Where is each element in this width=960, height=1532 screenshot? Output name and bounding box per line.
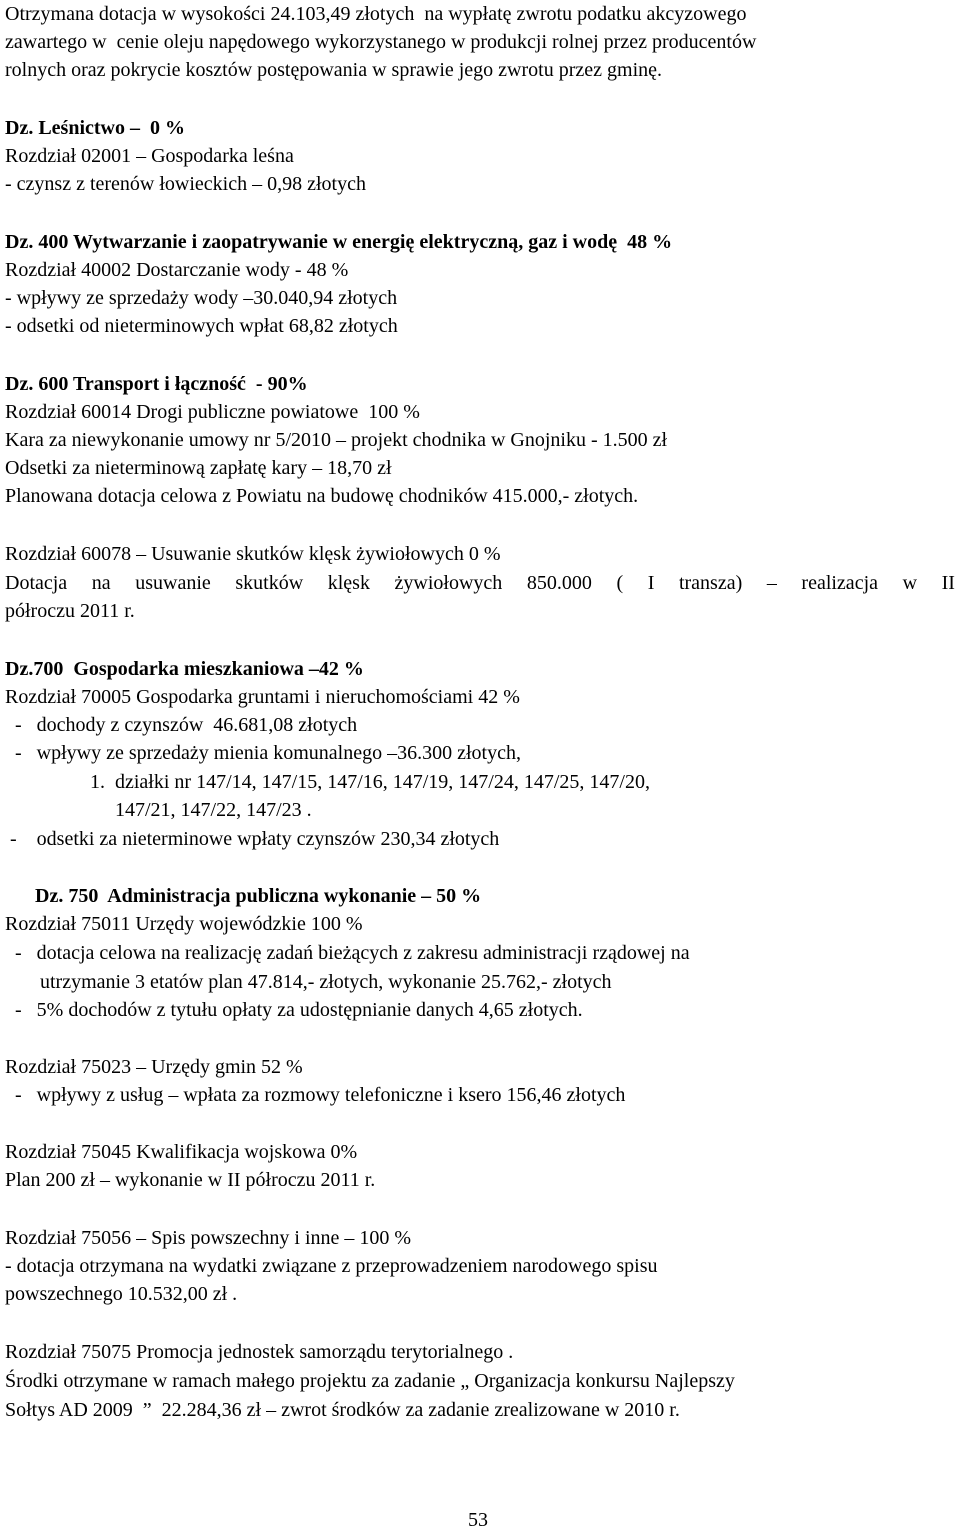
subsection-heading-75075: Rozdział 75075 Promocja jednostek samorządu terytorialnego . [5,1341,514,1363]
list-item: - dochody z czynszów 46.681,08 złotych [5,714,358,736]
section-line: Rozdział 70005 Gospodarka gruntami i nieruchomościami 42 % [5,686,520,708]
list-item: - dotacja celowa na realizację zadań bieżących z zakresu administracji rządowej na [5,942,690,964]
subsection-heading-75056: Rozdział 75056 – Spis powszechny i inne – 100 % [5,1227,412,1249]
section-line: Planowana dotacja celowa z Powiatu na budowę chodników 415.000,- złotych. [5,485,639,507]
word: w [902,572,918,594]
intro-line-1: Otrzymana dotacja w wysokości 24.103,49 złotych na wypłatę zwrotu podatku akcyzowego [5,3,747,25]
section-line: Odsetki za nieterminową zapłatę kary – 18,70 zł [5,457,392,479]
section-heading-400: Dz. 400 Wytwarzanie i zaopatrywanie w energię elektryczną, gaz i wodę 48 % [5,231,673,253]
section-heading-700: Dz.700 Gospodarka mieszkaniowa –42 % [5,658,364,680]
section-line: - dotacja otrzymana na wydatki związane z przeprowadzeniem narodowego spisu [5,1255,658,1277]
section-heading-600: Dz. 600 Transport i łączność - 90% [5,373,308,395]
list-item: - 5% dochodów z tytułu opłaty za udostępnianie danych 4,65 złotych. [5,999,583,1021]
justified-line-60078 [5,571,955,595]
word: Dotacja [5,572,68,594]
word: realizacja [801,572,878,594]
section-line: powszechnego 10.532,00 zł . [5,1283,238,1305]
subsection-heading-60078: Rozdział 60078 – Usuwanie skutków klęsk żywiołowych 0 % [5,543,501,565]
word: – [766,572,777,594]
section-line: Sołtys AD 2009 ” 22.284,36 zł – zwrot środków za zadanie zrealizowane w 2010 r. [5,1399,680,1421]
list-item: - odsetki za nieterminowe wpłaty czynszów 230,34 złotych [5,828,500,850]
list-item: 1. działki nr 147/14, 147/15, 147/16, 147/19, 147/24, 147/25, 147/20, [5,771,650,793]
subsection-heading-75023: Rozdział 75023 – Urzędy gmin 52 % [5,1056,303,1078]
word: klęsk [327,572,370,594]
word: usuwanie [135,572,211,594]
section-line: Kara za niewykonanie umowy nr 5/2010 – projekt chodnika w Gnojniku - 1.500 zł [5,429,668,451]
section-line: - wpływy ze sprzedaży wody –30.040,94 złotych [5,287,398,309]
word: II [941,572,955,594]
word: żywiołowych [394,572,503,594]
word: I [647,572,655,594]
section-heading-lesnictwo: Dz. Leśnictwo – 0 % [5,117,185,139]
section-line: Plan 200 zł – wykonanie w II półroczu 2011 r. [5,1169,376,1191]
subsection-heading-75045: Rozdział 75045 Kwalifikacja wojskowa 0% [5,1141,358,1163]
section-line: Środki otrzymane w ramach małego projektu za zadanie „ Organizacja konkursu Najlepszy [5,1370,735,1392]
word: ( [616,572,624,594]
section-line: - odsetki od nieterminowych wpłat 68,82 złotych [5,315,398,337]
intro-line-2: zawartego w cenie oleju napędowego wykorzystanego w produkcji rolnej przez producentów [5,31,757,53]
list-item: 147/21, 147/22, 147/23 . [5,799,312,821]
section-line: półroczu 2011 r. [5,600,135,622]
word: skutków [235,572,304,594]
section-line: Rozdział 75011 Urzędy wojewódzkie 100 % [5,913,363,935]
list-item: - wpływy z usług – wpłata za rozmowy telefoniczne i ksero 156,46 złotych [5,1084,626,1106]
section-line: Rozdział 60014 Drogi publiczne powiatowe 100 % [5,401,420,423]
word: 850.000 [526,572,592,594]
word: transza) [678,572,743,594]
section-line: Rozdział 02001 – Gospodarka leśna [5,145,294,167]
section-heading-750: Dz. 750 Administracja publiczna wykonanie – 50 % [5,885,482,907]
intro-line-3: rolnych oraz pokrycie kosztów postępowania w sprawie jego zwrotu przez gminę. [5,59,663,81]
section-line: - czynsz z terenów łowieckich – 0,98 złotych [5,173,366,195]
list-item: utrzymanie 3 etatów plan 47.814,- złotych, wykonanie 25.762,- złotych [5,971,612,993]
page-number: 53 [468,1509,488,1531]
word: na [91,572,111,594]
list-item: - wpływy ze sprzedaży mienia komunalnego –36.300 złotych, [5,742,521,764]
section-line: Rozdział 40002 Dostarczanie wody - 48 % [5,259,349,281]
